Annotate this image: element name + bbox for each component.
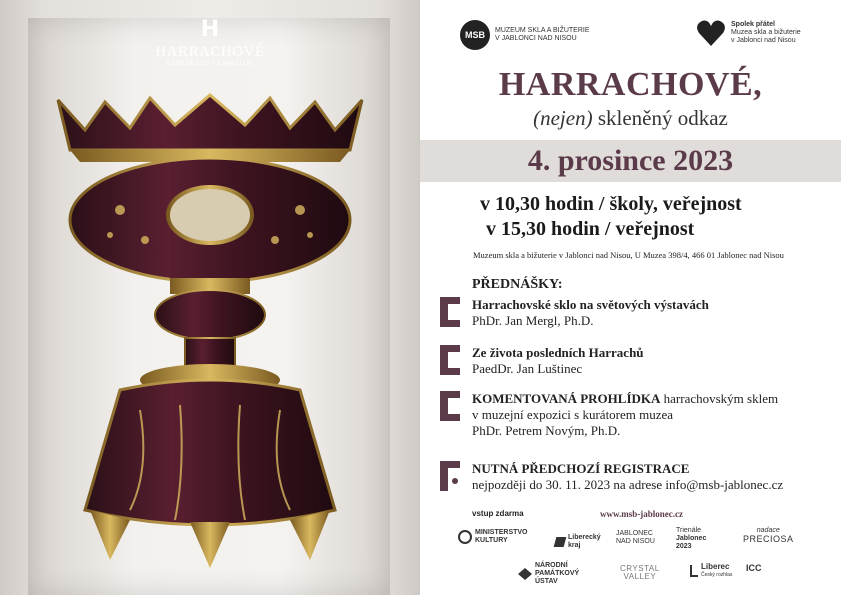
harrachove-monogram: H bbox=[200, 17, 220, 42]
event-date: 4. prosince 2023 bbox=[420, 140, 841, 182]
main-title: HARRACHOVÉ, bbox=[498, 66, 763, 103]
icc-text: ICC bbox=[746, 563, 762, 573]
lecture-item-1 bbox=[440, 297, 709, 329]
info-panel bbox=[420, 0, 841, 595]
heart-icon bbox=[696, 18, 726, 48]
time-slot-1: v 10,30 hodin / školy, veřejnost bbox=[480, 193, 742, 215]
jablonec-text-b: NAD NISOU bbox=[616, 538, 655, 545]
jablonec-text-a: JABLONEC bbox=[616, 530, 653, 537]
venue-address: Muzeum skla a bižuterie v Jablonci nad Nisou, U Muzea 398/4, 466 01 Jablonec nad Nisou bbox=[473, 250, 784, 260]
cro-mark-icon bbox=[690, 565, 698, 577]
harrachove-logo bbox=[140, 18, 280, 67]
photo-panel bbox=[0, 0, 420, 595]
registration-heading: NUTNÁ PŘEDCHOZÍ REGISTRACE bbox=[472, 461, 690, 476]
friends-logo-line3: v Jablonci nad Nisou bbox=[731, 37, 796, 44]
lecture-2-title: Ze života posledních Harrachů bbox=[472, 345, 644, 360]
npu-mark-icon bbox=[518, 568, 532, 580]
time-slot-2: v 15,30 hodin / veřejnost bbox=[486, 218, 695, 240]
bracket-icon bbox=[440, 345, 462, 375]
museum-logo-badge: MSB bbox=[460, 20, 490, 50]
museum-logo-line1: MUZEUM SKLA A BIŽUTERIE bbox=[495, 27, 590, 34]
preciosa-logo bbox=[743, 527, 794, 543]
subtitle-italic: (nejen) bbox=[533, 106, 593, 130]
cro-liberec-logo bbox=[690, 563, 732, 579]
npu-text-a: NÁRODNÍ bbox=[535, 562, 568, 569]
bracket-icon bbox=[440, 391, 462, 431]
museum-logo-line2: V JABLONCI NAD NISOU bbox=[495, 35, 577, 42]
npu-text-c: ÚSTAV bbox=[535, 578, 558, 585]
bracket-icon bbox=[440, 297, 462, 327]
lecture-1-title: Harrachovské sklo na světových výstavách bbox=[472, 297, 709, 312]
tour-heading: KOMENTOVANÁ PROHLÍDKA bbox=[472, 391, 661, 406]
harrachove-logo-name: HARRACHOVÉ bbox=[155, 44, 265, 60]
preciosa-text-b: PRECIOSA bbox=[743, 534, 794, 544]
subtitle-rest: skleněný odkaz bbox=[592, 106, 728, 130]
museum-logo bbox=[460, 20, 590, 50]
lecture-1-author: PhDr. Jan Mergl, Ph.D. bbox=[472, 313, 594, 328]
registration-text: nejpozději do 30. 11. 2023 na adrese info@msb-jablonec.cz bbox=[472, 477, 784, 492]
bracket-dot-icon bbox=[440, 461, 462, 491]
glass-vase-image bbox=[50, 90, 370, 570]
liberec-region-logo bbox=[555, 534, 608, 550]
guided-tour-item bbox=[440, 391, 778, 439]
triennale-text-b: Jablonec bbox=[676, 535, 707, 542]
icc-logo bbox=[746, 564, 762, 572]
registration-item bbox=[440, 461, 783, 493]
ministry-culture-logo bbox=[458, 529, 535, 545]
subtitle bbox=[420, 106, 841, 131]
friends-logo-line1: Spolek přátel bbox=[731, 21, 775, 28]
event-times bbox=[480, 192, 742, 242]
tour-line-2: v muzejní expozici s kurátorem muzea bbox=[472, 407, 674, 422]
friends-logo-line2: Muzea skla a bižuterie bbox=[731, 29, 801, 36]
lecture-item-2 bbox=[440, 345, 644, 377]
ministry-logo-text: MINISTERSTVO KULTURY bbox=[475, 529, 528, 544]
cro-text-a: Liberec bbox=[701, 562, 730, 571]
jablonec-city-logo bbox=[616, 530, 655, 546]
cro-text-b: Český rozhlas bbox=[701, 572, 733, 578]
lectures-heading: PŘEDNÁŠKY: bbox=[472, 277, 563, 292]
region-mark-icon bbox=[554, 537, 567, 547]
lecture-2-author: PaedDr. Jan Luštinec bbox=[472, 361, 583, 376]
friends-society-logo bbox=[696, 18, 801, 48]
crystal-valley-text-a: CRYSTAL bbox=[620, 564, 660, 573]
crystal-valley-logo bbox=[620, 565, 660, 581]
triennale-text-a: Trienále bbox=[676, 527, 702, 534]
tour-rest: harrachovským sklem bbox=[660, 391, 779, 406]
harrachove-logo-tagline: VZNEŠENOST ZAVAZUJE bbox=[166, 61, 254, 67]
npu-logo bbox=[518, 562, 579, 586]
tour-curator: PhDr. Petrem Novým, Ph.D. bbox=[472, 423, 621, 438]
crystal-valley-text-b: VALLEY bbox=[623, 572, 657, 581]
triennale-logo bbox=[676, 527, 706, 551]
triennale-text-c: 2023 bbox=[676, 543, 692, 550]
website-link[interactable]: www.msb-jablonec.cz bbox=[600, 509, 683, 519]
free-entry: vstup zdarma bbox=[472, 509, 524, 518]
preciosa-text-a: nadace bbox=[756, 527, 780, 534]
liberec-region-text: Liberecký kraj bbox=[568, 534, 601, 549]
npu-text-b: PAMÁTKOVÝ bbox=[535, 570, 580, 577]
ministry-mark-icon bbox=[458, 530, 472, 544]
